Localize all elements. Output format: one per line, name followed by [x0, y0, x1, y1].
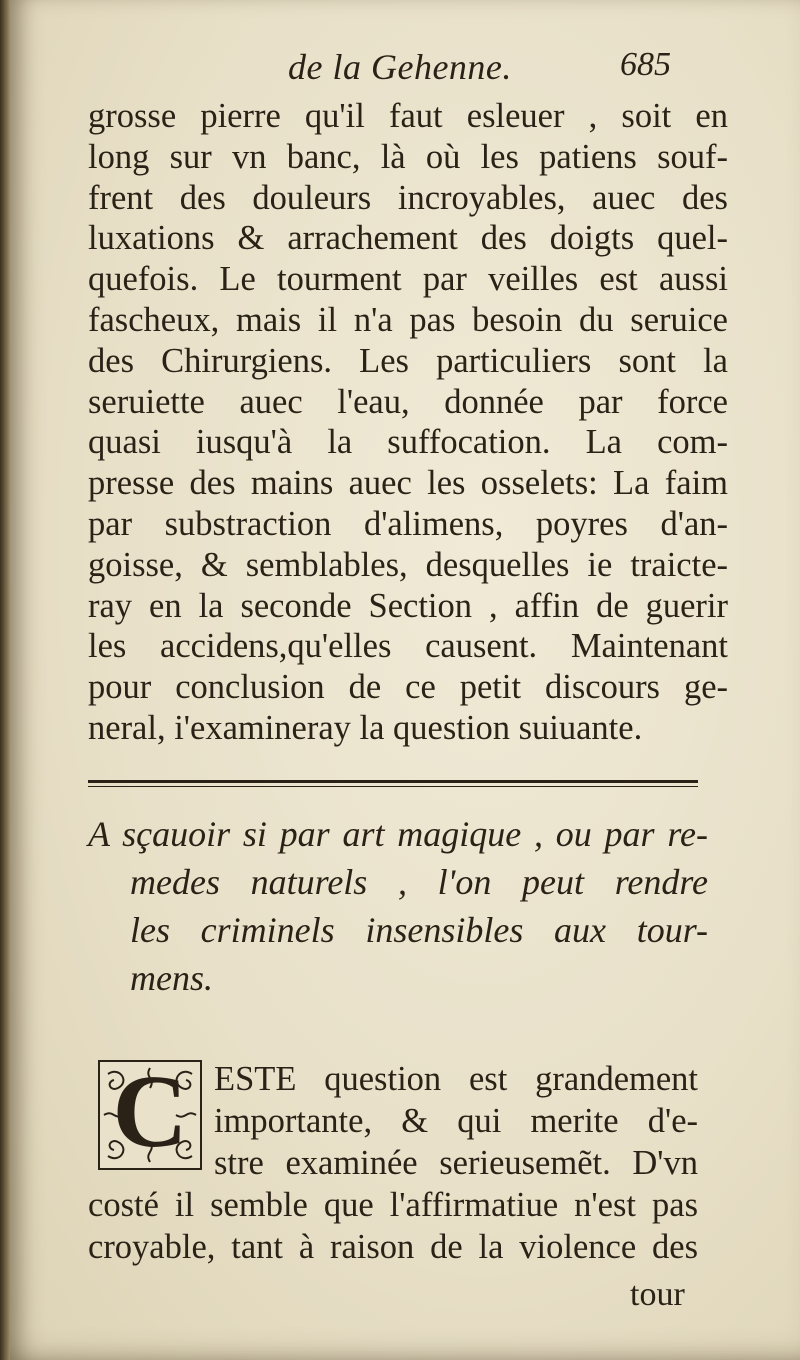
- text-line: des Chirurgiens. Les particuliers sont la: [88, 341, 728, 380]
- text-line: ray en la seconde Section , affin de guerir: [88, 586, 728, 625]
- rule-thin-line: [88, 786, 698, 787]
- book-page: [10, 0, 800, 1360]
- text-line: les accidens,qu'elles causent. Maintenant: [88, 627, 728, 666]
- text-line: grosse pierre qu'il faut esleuer , soit en: [88, 97, 728, 135]
- text-line: goisse, & semblables, desquelles ie traicte-: [88, 545, 728, 584]
- question-line: les criminels insensibles aux tour-: [130, 910, 708, 950]
- question-line: mens.: [130, 958, 213, 998]
- text-line: ESTE question est grandement: [214, 1060, 698, 1098]
- page-number: 685: [620, 46, 671, 83]
- text-line: seruiette auec l'eau, donnée par force: [88, 382, 728, 421]
- text-line: quefois. Le tourment par veilles est aussi: [88, 260, 728, 299]
- text-line: fascheux, mais il n'a pas besoin du seruice: [88, 300, 728, 339]
- question-line: medes naturels , l'on peut rendre: [130, 862, 708, 902]
- paragraph-2-body: [88, 1184, 698, 1268]
- paragraph-1: [88, 96, 728, 749]
- text-line: long sur vn banc, là où les patiens souf-: [88, 137, 728, 176]
- text-line: quasi iusqu'à la suffocation. La com-: [88, 423, 728, 462]
- dropcap-letter: C: [112, 1054, 188, 1169]
- text-line: frent des douleurs incroyables, auec des: [88, 178, 728, 217]
- text-line: neral, i'examineray la question suiuante.: [88, 708, 643, 747]
- text-line: stre examinée serieusemẽt. D'vn: [214, 1144, 698, 1182]
- text-line: luxations & arrachement des doigts quel-: [88, 219, 728, 258]
- section-divider-rule: [88, 778, 698, 792]
- rule-thick-line: [88, 780, 698, 783]
- text-line: importante, & qui merite d'e-: [214, 1102, 698, 1140]
- text-line: croyable, tant à raison de la violence des: [88, 1228, 698, 1266]
- paragraph-2-opening: [214, 1058, 698, 1184]
- running-head: de la Gehenne.: [288, 47, 512, 87]
- text-line: pour conclusion de ce petit discours ge-: [88, 668, 728, 707]
- question-line: A sçauoir si par art magique , ou par re-: [88, 814, 708, 854]
- page-header: [10, 46, 800, 96]
- text-line: costé il semble que l'affirmatiue n'est pas: [88, 1186, 698, 1224]
- ornamental-dropcap: [98, 1054, 202, 1170]
- section-question-heading: [88, 810, 708, 1002]
- catchword: tour: [630, 1276, 685, 1313]
- text-line: presse des mains auec les osselets: La faim: [88, 464, 728, 503]
- text-line: par substraction d'alimens, poyres d'an-: [88, 504, 728, 543]
